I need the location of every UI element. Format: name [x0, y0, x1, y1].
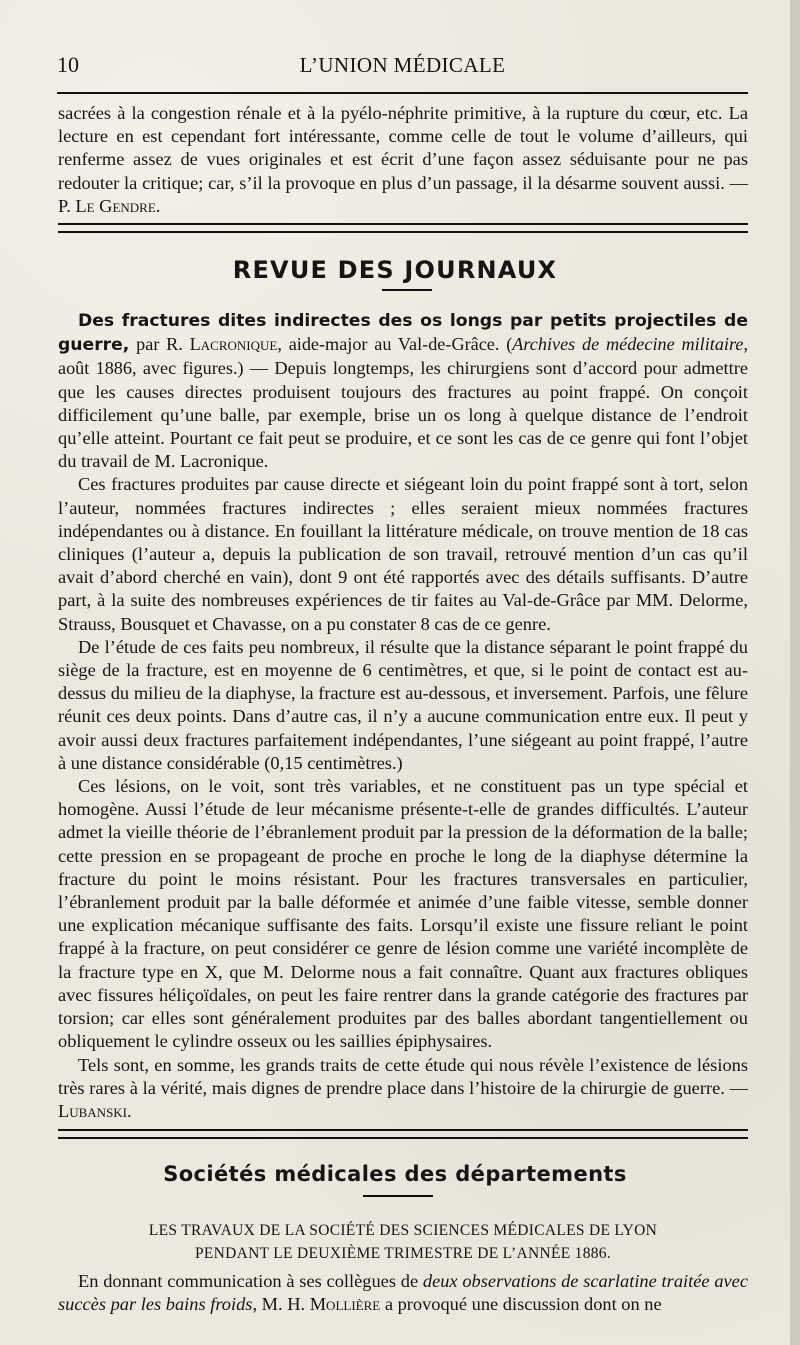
article-source: Archives de médecine militaire	[512, 334, 744, 355]
article-paragraph-5	[58, 1054, 748, 1124]
article-signature-suffix: .	[127, 1100, 132, 1121]
section-separator-top	[58, 223, 748, 233]
intro-text-main: sacrées à la congestion rénale et à la pyélo-néphrite primitive, à la rupture du cœur, etc. La lecture en est cependant fort intéressante, comme celle de tout le volume d’ailleurs, qui renferme assez de vues originales et est écrit d’une façon assez séduisante pour ne pas redouter la critique; car, s’il la provoque en plus d’un passage, il la désarme souvent aussi. — P.	[58, 103, 748, 216]
article-heading-paragraph	[58, 309, 748, 473]
article-conclusion: Tels sont, en somme, les grands traits de cette étude qui nous révèle l’existence de lésions très rares à la vérité, mais dignes de prendre place dans l’histoire de la chirurgie de guerre. —	[58, 1054, 748, 1098]
lyon-subtitle-line-1: LES TRAVAUX DE LA SOCIÉTÉ DES SCIENCES MÉDICALES DE LYON	[148, 1222, 658, 1239]
revue-article	[58, 309, 748, 1123]
header-rule	[57, 92, 748, 94]
article-paragraph-3: De l’étude de ces faits peu nombreux, il résulte que la distance séparant le point frappé du siège de la fracture, est en moyenne de 6 centimètres, et que, si le point de contact est au-dessus du milieu de la diaphyse, la fracture est au-dessous, et inversement. Parfois, une fêlure réunit ces deux points. Dans d’autre cas, il n’y a aucune communication entre eux. Il peut y avoir aussi deux fractures parfaitement indépendantes, l’une siégeant au point frappé, l’autre à une distance considérable (0,15 centimètres.)	[58, 636, 748, 773]
lyon-subtitle	[58, 1219, 748, 1265]
article-source-suffix: , août 1886, avec figures.) —	[58, 334, 748, 379]
article-byline-prefix: par R.	[129, 334, 190, 355]
lyon-subtitle-line-2: PENDANT LE DEUXIÈME TRIMESTRE DE L’ANNÉE 1886.	[194, 1245, 612, 1262]
societes-title-rule	[363, 1195, 433, 1197]
article-paragraph-4: Ces lésions, on le voit, sont très variables, et ne constituent pas un type spécial et homogène. Aussi l’étude de leur mécanisme présente-t-elle de grandes difficultés. L’auteur admet la vieille théorie de l’ébranlement produit par la pression de la déformation de la balle; cette pression en se propageant de proche en proche le long de la diaphyse détermine la fracture du point le moins résistant. Pour les fractures transversales en particulier, l’ébranlement produit par la balle déformée et animée d’une faible vitesse, semble donner une explication mécanique suffisante des faits. Lorsqu’il existe une fissure reliant le point frappé à la fracture, on peut considérer ce genre de lésion comme une variété incomplète de la fracture type en X, que M. Delorme nous a fait connaître. Quant aux fractures obliques avec fissures héliçoïdales, on peut les faire rentrer dans la grande catégorie des fractures par torsion; car elles sont généralement produites par des balles abordant tangentiellement ou obliquement le cylindre osseux ou les saillies épiphysaires.	[58, 776, 748, 1052]
societes-italic-phrase: deux observations de scarlatine traitée avec succès par les bains froids	[58, 1271, 748, 1315]
intro-paragraph	[58, 102, 748, 218]
article-signature: Lubanski	[58, 1100, 128, 1121]
page-number: 10	[57, 52, 79, 77]
article-paragraph-1: Depuis longtemps, les chirurgiens sont d’accord pour admettre que les causes directes produisent toujours des fractures au point frappé. On conçoit difficilement qu’une balle, par exemple, brise un os long à quelque distance de l’endroit qu’elle atteint. Pourtant ce fait peut se produire, et ce sont les cas de ce genre qui font l’objet du travail de M. Lacronique.	[58, 358, 749, 472]
revue-title-rule	[382, 289, 432, 291]
intro-author: Le Gendre	[75, 195, 156, 216]
article-paragraph-2: Ces fractures produites par cause directe et siégeant loin du point frappé sont à tort, selon l’auteur, nommées fractures indirectes ; elles seraient mieux nommées fractures indépendantes ou à distance. En fouillant la littérature médicale, on trouve mention de 18 cas cliniques (l’auteur a, depuis la publication de son travail, retrouvé mention d’un cas qu’il avait d’abord cherché en vain), dont 9 ont été rapportés avec des détails suffisants. D’autre part, à la suite des nombreuses expériences de tir faites au Val-de-Grâce par MM. Delorme, Strauss, Bousquet et Chavasse, on a pu constater 8 cas de ce genre.	[58, 474, 748, 634]
intro-review-text	[58, 102, 748, 218]
article-role: , aide-major au Val-de-Grâce. (	[277, 334, 513, 355]
journal-title: L’UNION MÉDICALE	[299, 53, 506, 77]
societes-paragraph	[58, 1270, 748, 1316]
running-header	[57, 52, 748, 86]
article-title: Des fractures dites indirectes des os longs par petits projectiles de guerre,	[58, 311, 748, 356]
societes-paragraph-suffix: a provoqué une discussion dont on ne	[380, 1294, 662, 1315]
revue-title: REVUE DES JOURNAUX	[232, 256, 558, 284]
societes-author: Mollière	[309, 1294, 381, 1315]
societes-title: Sociétés médicales des départements	[163, 1162, 627, 1186]
societes-paragraph-prefix: En donnant communication à ses collègues de	[78, 1271, 423, 1291]
societes-paragraph-middle: , M. H.	[252, 1294, 310, 1315]
intro-text-end: .	[155, 195, 161, 216]
section-separator-bottom	[58, 1129, 748, 1139]
article-author: Lacronique	[189, 334, 278, 355]
societes-article	[58, 1270, 748, 1316]
